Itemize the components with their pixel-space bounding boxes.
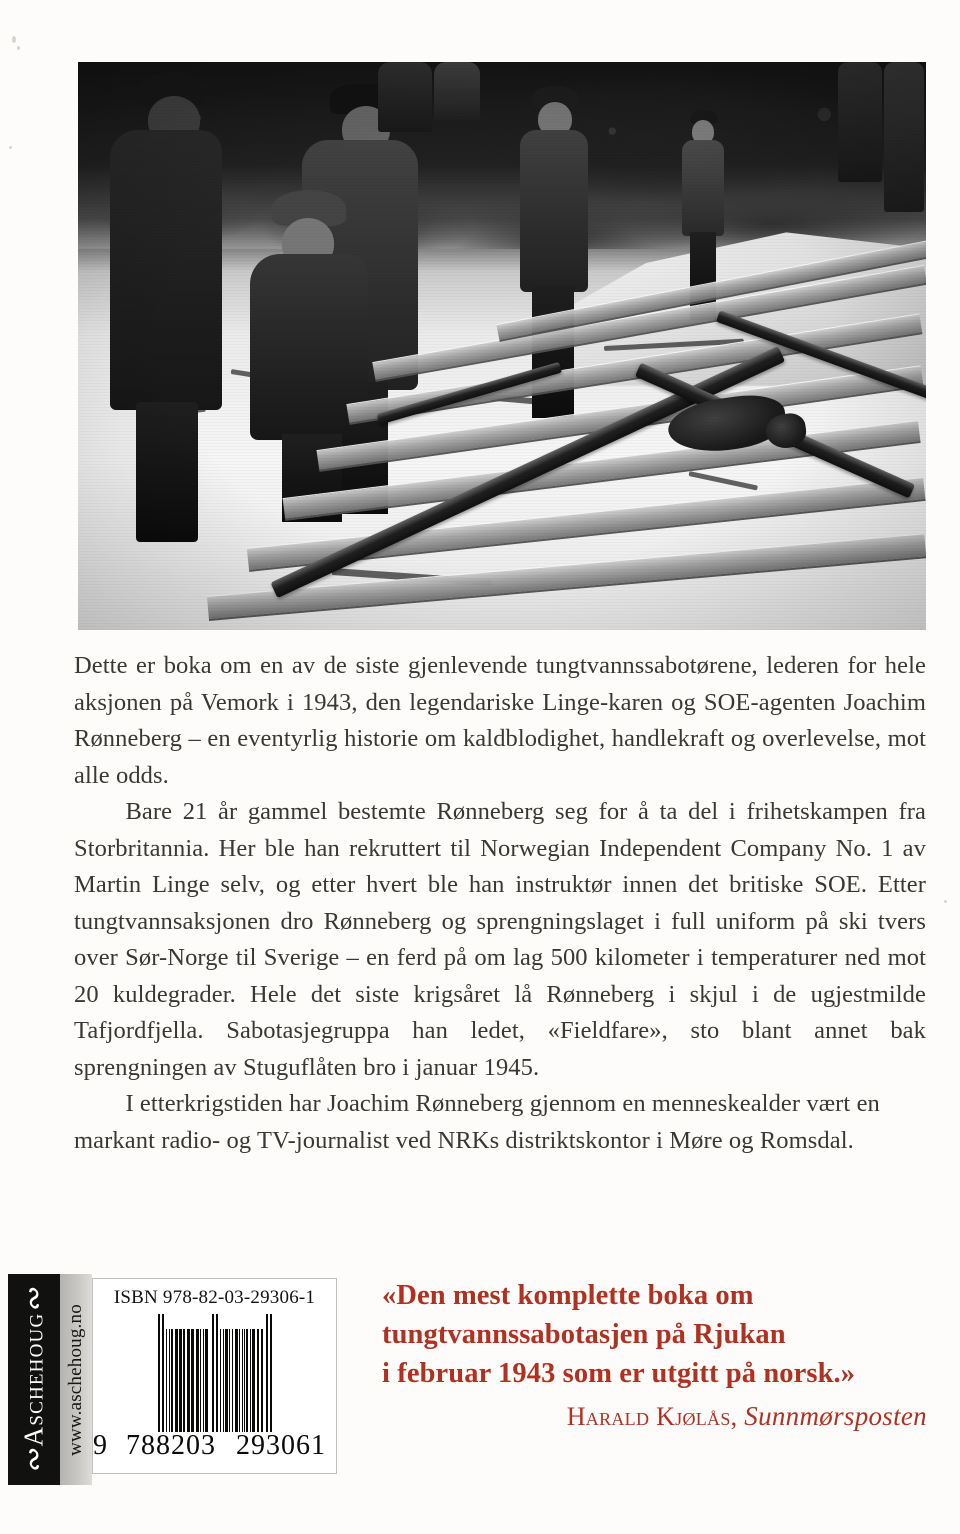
barcode-bar (158, 1314, 160, 1432)
blurb-paragraph-1: Dette er boka om en av de siste gjenlevende tungtvannssabotørene, lederen for hele aksjonen på Vemork i 1943, den legendariske Linge-karen og SOE-agenten Joachim Rønneberg – en eventyrlig historie om kaldblodighet, handlekraft og overlevelse, mot alle odds. (74, 652, 926, 789)
publisher-logo-text: Aschehoug (18, 1312, 49, 1447)
logo-swash-bottom-icon: ∾ (17, 1448, 51, 1475)
press-quote (382, 1276, 927, 1432)
photo-figure-body (520, 130, 588, 292)
barcode-bar (239, 1329, 240, 1432)
photo-figure-group-top-right (378, 62, 432, 132)
logo-swash-top-icon: ∾ (17, 1287, 51, 1314)
barcode-bar (270, 1314, 272, 1432)
photo-figure-bending-man (248, 190, 372, 520)
press-quote-line-1: «Den mest komplette boka om (382, 1280, 754, 1311)
barcode-digits (93, 1430, 326, 1462)
barcode-bar (203, 1329, 204, 1432)
publisher-website-strip[interactable] (60, 1274, 92, 1485)
isbn-label: ISBN 978-82-03-29306-1 (113, 1287, 316, 1308)
blurb-paragraph-3: I etterkrigstiden har Joachim Rønneberg gjennom en menneskealder vært en markant radio- og TV-journalist ved NRKs distriktskontor i Møre og Romsdal. (74, 1090, 880, 1154)
barcode-bar (225, 1329, 228, 1432)
photo-figure-group-top-right (838, 62, 882, 182)
photograph-image (78, 62, 926, 630)
barcode-bar (175, 1329, 178, 1432)
photo-figure-group-top-right (884, 62, 924, 212)
cover-photograph (78, 62, 926, 630)
barcode-bar (205, 1329, 208, 1432)
press-quote-line-3: i februar 1943 som er utgitt på norsk.» (382, 1358, 856, 1389)
barcode-bar (220, 1329, 221, 1432)
scan-speck (944, 900, 947, 903)
barcode-digit-group-2: 293061 (236, 1430, 326, 1461)
barcode-bar (179, 1329, 182, 1432)
barcode-bar (252, 1329, 255, 1432)
barcode-bar (171, 1329, 173, 1432)
press-quote-line-2: tungtvannssabotasjen på Rjukan (382, 1319, 786, 1350)
cover-footer (0, 1268, 960, 1498)
barcode-bar (246, 1329, 248, 1432)
isbn-barcode-card (92, 1278, 337, 1474)
barcode-bar (187, 1329, 190, 1432)
barcode-bar (235, 1329, 238, 1432)
barcode-bar (232, 1329, 233, 1432)
photo-figure-legs (136, 402, 198, 542)
barcode-bar (261, 1329, 263, 1432)
barcode-bar (216, 1314, 218, 1432)
barcode-digit-group-1: 788203 (126, 1430, 216, 1461)
press-quote-publication: Sunnmørsposten (744, 1401, 927, 1431)
photo-figure-group-top-right (434, 62, 480, 120)
blurb-paragraph-2: Bare 21 år gammel bestemte Rønneberg seg for å ta del i frihetskampen fra Storbritannia. Her ble han rekruttert til Norwegian Independent Company No. 1 av Martin Linge selv, og etter hvert ble han instruktør innen det britiske SOE. Etter tungtvannsaksjonen dro Rønneberg og sprengningslaget i full uniform på ski tvers over Sør-Norge til Sverige – en ferd på om lag 500 kilometer i temperaturer ned mot 20 kuldegrader. Hele det siste krigsåret lå Rønneberg i skjul i de ugjestmilde Tafjordfjella. Sabotasjegruppa han ledet, «Fieldfare», sto blant annet bak sprengningen av Stuguflåten bro i januar 1945. (74, 798, 926, 1081)
press-quote-attribution (382, 1401, 927, 1432)
barcode-bar (242, 1329, 243, 1432)
publisher-website-text: www.aschehoug.no (65, 1303, 87, 1456)
barcode-bar (169, 1329, 170, 1432)
barcode-bar (244, 1329, 245, 1432)
barcode-bar (212, 1314, 214, 1432)
photo-figure-body (110, 130, 222, 410)
barcode-bar (223, 1329, 224, 1432)
photo-figure-body (682, 140, 724, 236)
barcode-bar (166, 1329, 167, 1432)
barcode-bar (191, 1329, 194, 1432)
barcode-bar (257, 1329, 259, 1432)
press-quote-author: Harald Kjølås, (566, 1402, 738, 1431)
blurb-text (74, 648, 926, 1159)
barcode-bars (103, 1314, 326, 1432)
scan-speck (12, 36, 16, 43)
barcode-bar (183, 1329, 185, 1432)
barcode-bar (200, 1329, 201, 1432)
barcode-bar (229, 1329, 230, 1432)
barcode-digit-lead: 9 (93, 1430, 108, 1461)
barcode-bar (196, 1329, 199, 1432)
barcode-bar (266, 1314, 268, 1432)
publisher-logo (8, 1274, 60, 1485)
barcode-bar (162, 1314, 164, 1432)
scan-speck (17, 46, 20, 50)
photo-figure-soldier-left (100, 72, 228, 542)
barcode-bar (250, 1329, 251, 1432)
scan-speck (9, 146, 12, 149)
